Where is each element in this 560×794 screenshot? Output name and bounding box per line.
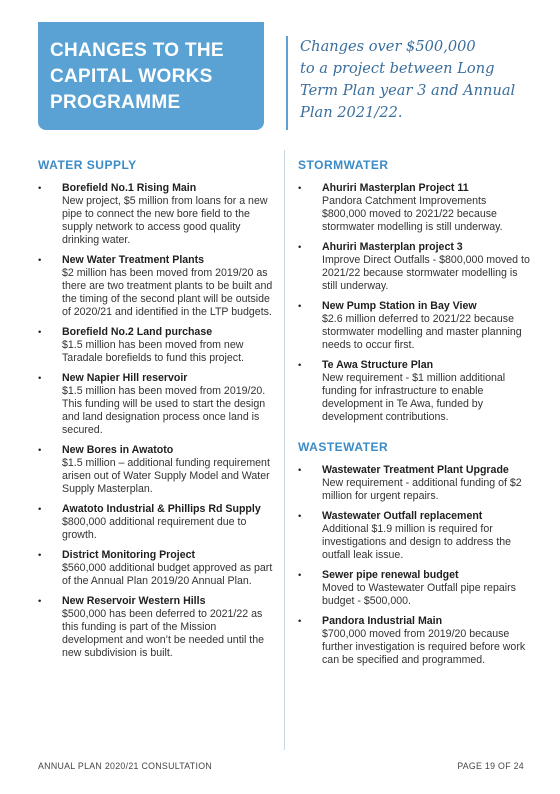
list-item [38, 254, 274, 319]
bullet-icon: • [38, 373, 42, 384]
stormwater-list [298, 182, 530, 424]
list-item [298, 182, 530, 234]
bullet-icon: • [298, 511, 302, 522]
item-title: Te Awa Structure Plan [322, 359, 434, 371]
item-title: New Napier Hill reservoir [62, 372, 188, 384]
item-title: Borefield No.2 Land purchase [62, 326, 213, 338]
page-title-line-3: PROGRAMME [50, 92, 181, 113]
bullet-icon: • [38, 504, 42, 515]
list-item [298, 510, 530, 562]
subtitle-block [286, 36, 536, 130]
item-title: New Bores in Awatoto [62, 444, 174, 456]
bullet-icon: • [298, 616, 302, 627]
list-item [38, 182, 274, 247]
item-description: $1.5 million has been moved from 2019/20. This funding will be used to start the design and land designation process once land is secured. [62, 385, 266, 436]
item-title: Sewer pipe renewal budget [322, 569, 459, 581]
water-supply-column [38, 158, 274, 667]
page-title-line-2: CAPITAL WORKS [50, 66, 213, 87]
item-description: $700,000 moved from 2019/20 because further investigation is required before work can be specified and programmed. [322, 628, 526, 666]
item-title: New Pump Station in Bay View [322, 300, 477, 312]
subtitle-line-4: Plan 2021/22. [300, 104, 403, 121]
item-description: $2 million has been moved from 2019/20 as there are two treatment plants to be built and the timing of the second plant will be outside of 2020/21 and identified in the LTP budgets. [62, 267, 273, 318]
list-item [298, 359, 530, 424]
stormwater-heading: STORMWATER [298, 158, 389, 172]
item-title: Ahuriri Masterplan project 3 [322, 241, 463, 253]
list-item [38, 372, 274, 437]
bullet-icon: • [38, 255, 42, 266]
list-item [298, 464, 530, 503]
item-title: Wastewater Treatment Plant Upgrade [322, 464, 509, 476]
list-item [298, 615, 530, 667]
bullet-icon: • [298, 301, 302, 312]
item-title: Awatoto Industrial & Phillips Rd Supply [62, 503, 261, 515]
item-description: New requirement - $1 million additional funding for infrastructure to enable development in Te Awa, funded by development contributions. [322, 372, 506, 423]
item-title: New Reservoir Western Hills [62, 595, 206, 607]
item-title: Pandora Industrial Main [322, 615, 443, 627]
item-title: Ahuriri Masterplan Project 11 [322, 182, 469, 194]
wastewater-list [298, 464, 530, 667]
list-item [38, 549, 274, 588]
page-title-line-1: CHANGES TO THE [50, 40, 224, 61]
list-item [38, 595, 274, 660]
item-description: $2.6 million deferred to 2021/22 because stormwater modelling and master planning needs to occur first. [322, 313, 522, 351]
item-description: Improve Direct Outfalls - $800,000 moved to 2021/22 because stormwater modelling is still underway. [322, 254, 530, 292]
item-description: $800,000 additional requirement due to growth. [62, 516, 247, 541]
footer-page-number: PAGE 19 OF 24 [457, 761, 524, 771]
item-title: District Monitoring Project [62, 549, 196, 561]
list-item [38, 444, 274, 496]
bullet-icon: • [38, 550, 42, 561]
subtitle-line-2: to a project between Long [300, 60, 495, 77]
water-supply-heading: WATER SUPPLY [38, 158, 137, 172]
list-item [298, 300, 530, 352]
list-item [38, 326, 274, 365]
item-title: New Water Treatment Plants [62, 254, 205, 266]
bullet-icon: • [298, 360, 302, 371]
list-item [298, 241, 530, 293]
item-description: New requirement - additional funding of $2 million for urgent repairs. [322, 477, 522, 502]
bullet-icon: • [298, 183, 302, 194]
item-description: $1.5 million has been moved from new Taradale borefields to fund this project. [62, 339, 244, 364]
footer-document-title: ANNUAL PLAN 2020/21 CONSULTATION [38, 761, 213, 771]
item-description: $1.5 million – additional funding requirement arisen out of Water Supply Model and Water Supply Masterplan. [62, 457, 270, 495]
item-description: Moved to Wastewater Outfall pipe repairs budget - $500,000. [322, 582, 516, 607]
bullet-icon: • [298, 465, 302, 476]
subtitle-line-1: Changes over $500,000 [300, 38, 476, 55]
bullet-icon: • [38, 183, 42, 194]
item-title: Borefield No.1 Rising Main [62, 182, 197, 194]
right-column [298, 158, 530, 674]
bullet-icon: • [38, 596, 42, 607]
bullet-icon: • [298, 242, 302, 253]
list-item [298, 569, 530, 608]
subtitle-line-3: Term Plan year 3 and Annual [300, 82, 516, 99]
column-divider [284, 150, 285, 750]
item-description: $560,000 additional budget approved as part of the Annual Plan 2019/20 Annual Plan. [62, 562, 273, 587]
title-banner [38, 22, 264, 130]
item-description: $500,000 has been deferred to 2021/22 as this funding is part of the Mission development and won’t be needed until the new subdivision is built. [62, 608, 265, 659]
bullet-icon: • [38, 327, 42, 338]
item-description: Pandora Catchment Improvements $800,000 moved to 2021/22 because stormwater modelling is still underway. [322, 195, 503, 233]
water-supply-list [38, 182, 274, 660]
wastewater-heading: WASTEWATER [298, 440, 389, 454]
list-item [38, 503, 274, 542]
bullet-icon: • [298, 570, 302, 581]
item-title: Wastewater Outfall replacement [322, 510, 483, 522]
bullet-icon: • [38, 445, 42, 456]
item-description: Additional $1.9 million is required for investigations and design to address the outfall leak issue. [322, 523, 512, 561]
item-description: New project, $5 million from loans for a new pipe to connect the new bore field to the supply network to access good quality drinking water. [62, 195, 268, 246]
